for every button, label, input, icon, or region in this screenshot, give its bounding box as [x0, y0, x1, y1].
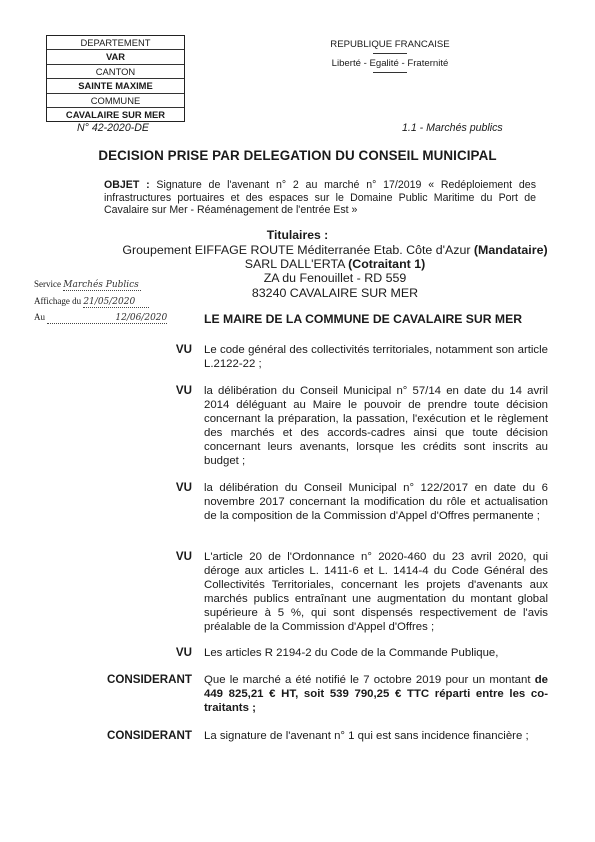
header-commune-value: CAVALAIRE SUR MER — [65, 108, 166, 120]
header-canton-value: SAINTE MAXIME — [47, 79, 184, 93]
titulaire-2-role: (Cotraitant 1) — [348, 257, 426, 272]
side-affichage — [34, 296, 149, 308]
clause-text: Les articles R 2194-2 du Code de la Commande Publique, — [204, 647, 499, 659]
clause-label: VU — [175, 343, 192, 356]
titulaire-line-2 — [0, 257, 595, 271]
clause-text: la délibération du Conseil Municipal n° 57/14 en date du 14 avril 2014 déléguant au Maire le pouvoir de prendre toute décision concernant la préparation, la passation, l'exécution et le règlement des marchés et des accords-cadres ainsi que toute décision concernant leurs avenants, lorsque les crédits sont inscrits au budget ; — [204, 385, 548, 467]
clause-label: CONSIDERANT — [106, 729, 192, 742]
clause-label: VU — [175, 550, 192, 563]
header-box — [46, 35, 185, 122]
titulaire-address-1: ZA du Fenouillet - RD 559 — [263, 271, 407, 286]
republic-rule-1 — [373, 53, 407, 54]
republic-block — [300, 38, 480, 76]
clause-text-considerant-1 — [204, 673, 548, 715]
decision-number: N° 42-2020-DE — [77, 122, 149, 134]
page-title: DECISION PRISE PAR DELEGATION DU CONSEIL MUNICIPAL — [98, 148, 497, 163]
au-value: 12/06/2020 — [47, 313, 167, 324]
service-value: Marchés Publics — [63, 280, 141, 291]
header-departement-label: DEPARTEMENT — [47, 36, 184, 50]
objet-label: OBJET : — [104, 179, 150, 191]
clause-label: VU — [175, 646, 192, 659]
side-service — [34, 279, 141, 291]
titulaire-address-2: 83240 CAVALAIRE SUR MER — [251, 285, 419, 300]
side-au — [34, 312, 167, 324]
au-label: Au — [34, 312, 45, 322]
titulaires-label: Titulaires : — [266, 228, 329, 242]
titulaire-1-name: Groupement EIFFAGE ROUTE Méditerranée Etab. Côte d'Azur — [122, 243, 474, 257]
titulaire-2-name: SARL DALL'ERTA — [244, 257, 349, 272]
titulaire-line-1 — [0, 243, 595, 257]
header-canton-label: CANTON — [47, 65, 184, 79]
objet-text: Signature de l'avenant n° 2 au marché n° 17/2019 « Redéploiement des infrastructures portuaires et des espaces sur le Domaine Public Maritime du Port de Cavalaire sur Mer - Réaménagement de l'entrée Est » — [104, 179, 536, 217]
service-label: Service — [34, 279, 61, 289]
clause-text-plain: Que le marché a été notifié le 7 octobre 2019 pour un montant — [204, 674, 535, 686]
clause-text: L'article 20 de l'Ordonnance n° 2020-460 du 23 avril 2020, qui déroge aux articles L. 1411-6 et L. 1414-4 du Code Général des Collectivités Territoriales, concernant les projets d'avenants aux marchés publics entraînant une augmentation du montant global supérieure à 5 %, qui sont dispensés respectivement de l'avis préalable de la Commission d'Appel d'Offres ; — [204, 551, 548, 633]
titulaires-block — [0, 243, 595, 300]
decision-category: 1.1 - Marchés publics — [402, 122, 503, 134]
objet-paragraph — [104, 179, 536, 217]
header-commune-label: COMMUNE — [47, 94, 184, 108]
header-departement-value: VAR — [47, 50, 184, 64]
clause-text-bold: de 449 825,21 € HT, soit 539 790,25 € TTC réparti entre les co-traitants ; — [204, 674, 548, 714]
affichage-label: Affichage du — [34, 296, 82, 306]
republic-motto: Liberté - Egalité - Fraternité — [331, 58, 449, 69]
clause-text: Le code général des collectivités territoriales, notamment son article L.2122-22 ; — [204, 344, 548, 370]
clause-label: VU — [175, 384, 192, 397]
maire-heading: LE MAIRE DE LA COMMUNE DE CAVALAIRE SUR MER — [204, 312, 523, 326]
republic-rule-2 — [373, 72, 407, 73]
titulaire-1-role: (Mandataire) — [473, 243, 548, 257]
clause-text: La signature de l'avenant n° 1 qui est sans incidence financière ; — [204, 730, 529, 742]
clause-text: la délibération du Conseil Municipal n° 122/2017 en date du 6 novembre 2017 concernant la modification du rôle et actualisation de la composition de la Commission d'Appel d'Offres permanente ; — [204, 482, 548, 522]
clause-label: VU — [175, 481, 192, 494]
clause-label: CONSIDERANT — [106, 673, 192, 686]
republic-title: REPUBLIQUE FRANCAISE — [330, 39, 450, 50]
affichage-value: 21/05/2020 — [83, 297, 149, 308]
